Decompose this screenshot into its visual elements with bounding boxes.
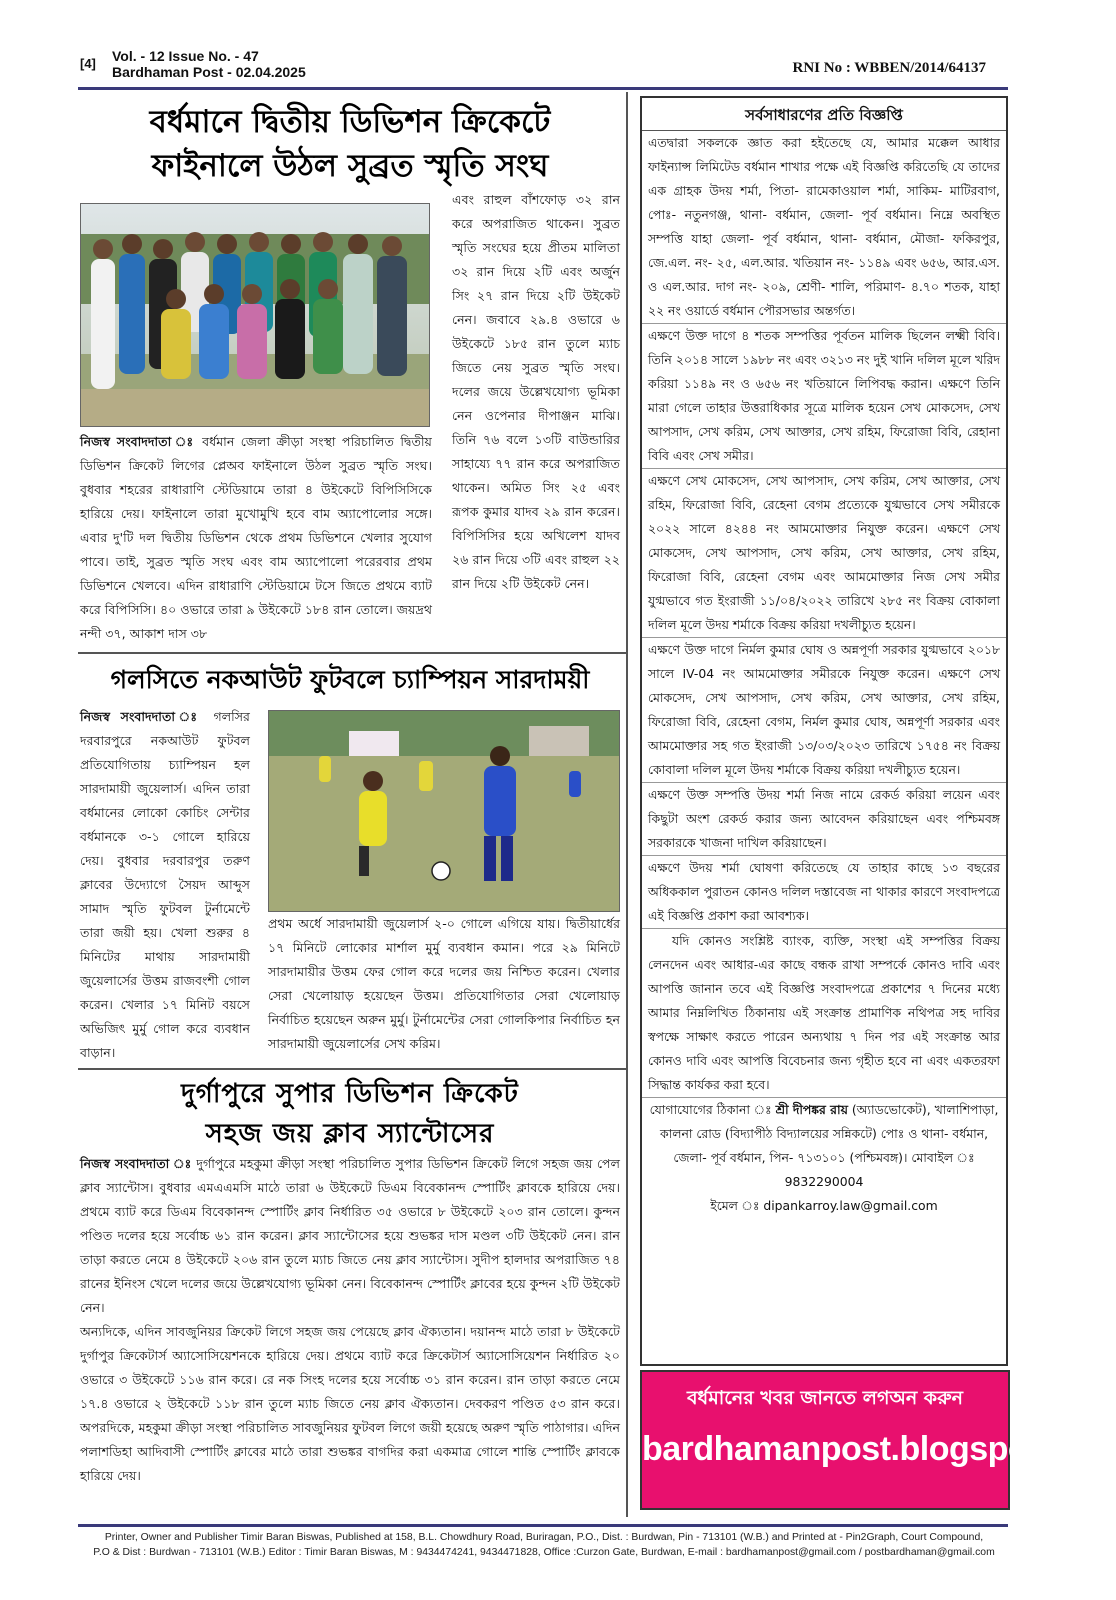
notice-title: সর্বসাধারণের প্রতি বিজ্ঞপ্তি	[642, 98, 1006, 131]
blog-promo-banner	[640, 1370, 1116, 1510]
article2-body-right: প্রথম অর্ধে সারদামায়ী জুয়েলার্স ২-০ গোলে এগিয়ে যায়। দ্বিতীয়ার্ধের ১৭ মিনিটে লোকোর মার্শাল মুর্মু ব্যবধান কমান। পরে ২৯ মিনিটে সারদামায়ীর উত্তম ফের গোল করে দলের জয় নিশ্চিত করেন। খেলার সেরা খেলোয়াড় হয়েছেন উত্তম। প্রতিযোগিতার সেরা খেলোয়াড় নির্বাচিত হয়েছেন অরুন মুর্মু। টুর্নামেন্টের সেরা গোলকিপার নির্বাচিত হন সারদামায়ী জুয়েলার্সের সেখ করিম।	[268, 916, 620, 1051]
article1-headline: বর্ধমানে দ্বিতীয় ডিভিশন ক্রিকেটে ফাইনালে উঠল সুব্রত স্মৃতি সংঘ	[149, 104, 551, 184]
notice-para: এতদ্বারা সকলকে জ্ঞাত করা হইতেছে যে, আমার মক্কেল আধার ফাইন্যান্স লিমিটেড বর্ধমান শাখার পক্ষে এই বিজ্ঞপ্তি করিতেছি যে তাদের এক গ্রাহক উদয় শর্মা, পিতা- রামেকাওয়াল শর্মা, সাকিম- মাটিরবাগ, পোঃ- নতুনগঞ্জ, থানা- বর্ধমান, জেলা- পূর্ব বর্ধমান। নিম্নে অবস্থিত সম্পত্তি যাহা জেলা- পূর্ব বর্ধমান, থানা- বর্ধমান, মৌজা- ফকিরপুর, জে.এল. নং- ২৫, এল.আর. খতিয়ান নং- ১১৪৯ এবং ৬৫৬, আর.এস. ও এল.আর. দাগ নং- ২০৯, শ্রেণী- শালি, পরিমাণ- ৪.৭০ শতক, যাহা ২২ নং ওয়ার্ডে বর্ধমান পৌরসভার অন্তর্গত।	[642, 131, 1006, 324]
article3-headline: দুর্গাপুরে সুপার ডিভিশন ক্রিকেট সহজ জয় ক্লাব স্যান্টোসের	[181, 1079, 519, 1149]
volume-issue: Vol. - 12 Issue No. - 47	[112, 48, 259, 64]
public-notice	[640, 96, 1008, 1366]
paper-date: Bardhaman Post - 02.04.2025	[112, 64, 306, 80]
notice-para: এক্ষণে সেখ মোকসেদ, সেখ আপসাদ, সেখ করিম, সেখ আক্তার, সেখ রহিম, ফিরোজা বিবি, রেহেনা বেগম প্রত্যেকে যুগ্মভাবে সেখ সমীরকে ২০২২ সালে ৪২৪৪ নং আমমোক্তার নিযুক্ত করেন। এক্ষণে সেখ মোকসেদ, সেখ আপসাদ, সেখ করিম, সেখ আক্তার, সেখ রহিম, ফিরোজা বিবি, রেহেনা বেগম এবং আমমোক্তার নিজ সেখ সমীর যুগ্মভাবে গত ইংরাজী ১১/০৪/২০২২ তারিখে ২৮৫ নং বিক্রয় বোকালা দলিল মূলে উদয় শর্মাকে বিক্রয় করিয়া দখলীচ্যুত হয়েন।	[642, 469, 1006, 638]
article2-body-left: নিজস্ব সংবাদদাতা ঃ গলসির দরবারপুরে নকআউট ফুটবল প্রতিযোগিতায় চ্যাম্পিয়ন হল সারদামায়ী জুয়েলার্স। এদিন তারা বর্ধমানের লোকো কোচিং সেন্টার বর্ধমানকে ৩-১ গোলে হারিয়ে দেয়। বুধবার দরবারপুর তরুণ ক্লাবের উদ্যোগে সৈয়দ আব্দুস সামাদ স্মৃতি ফুটবল টুর্নামেন্টে তারা জয়ী হয়। খেলা শুরুর ৪ মিনিটের মাথায় সারদামায়ী জুয়েলার্সের উত্তম রাজবংশী গোল করেন। খেলার ১৭ মিনিট বয়সে অভিজিৎ মুর্মু গোল করে ব্যবধান বাড়ান।	[80, 709, 250, 1060]
cricket-team-photo	[80, 203, 430, 427]
masthead-left	[80, 48, 306, 80]
notice-email: ইমেল ঃ dipankarroy.law@gmail.com	[710, 1198, 938, 1213]
notice-para: যদি কোনও সংশ্লিষ্ট ব্যাংক, ব্যক্তি, সংস্থা এই সম্পত্তির বিক্রয় লেনদেন এবং আধার-এর কাছে বন্ধক রাখা সম্পর্কে কোনও দাবি এবং আপত্তি জানান তবে এই বিজ্ঞপ্তি সংবাদপত্রে প্রকাশের ৭ দিনের মধ্যে আমার নিম্নলিখিত ঠিকানায় এই সংক্রান্ত প্রামাণিক নথিপত্র সহ দাবির স্বপক্ষে সাক্ষাৎ করতে পারেন অন্যথায় ৭ দিন পর এই সংক্রান্ত আর কোনও দাবি এবং আপত্তি বিবেচনার জন্য গৃহীত হবে না এবং একতরফা সিদ্ধান্ত কার্যকর করা হবে।	[642, 929, 1006, 1098]
football-match-photo	[268, 710, 620, 912]
rni-number: RNI No : WBBEN/2014/64137	[792, 60, 986, 76]
notice-para: এক্ষণে উক্ত সম্পত্তি উদয় শর্মা নিজ নামে রেকর্ড করিয়া লয়েন এবং কিছুটা অংশ রেকর্ড করার জন্য আবেদন করিয়াছেন এবং পশ্চিমবঙ্গ সরকারকে খাজনা দাখিল করিয়াছেন।	[642, 783, 1006, 856]
section-divider	[78, 1068, 626, 1070]
article2-headline: গলসিতে নকআউট ফুটবলে চ্যাম্পিয়ন সারদাময়ী	[110, 665, 590, 694]
notice-para: এক্ষণে উক্ত দাগে নির্মল কুমার ঘোষ ও অন্নপূর্ণা সরকার যুগ্মভাবে ২০১৮ সালে IV-04 নং আমমোক্তার সমীরকে নিযুক্ত করেন। এক্ষণে সেখ মোকসেদ, সেখ আপসাদ, সেখ করিম, সেখ আক্তার, সেখ রহিম, ফিরোজা বিবি, রেহেনা বেগম, নির্মল কুমার ঘোষ, অন্নপূর্ণা সরকার এবং আমমোক্তার সহ গত ইংরাজী ১৩/০৩/২০২৩ তারিখে ১৭৫৪ নং বিক্রয় কোবালা দলিল মূলে উদয় শর্মাকে বিক্রয় করিয়া দখলীচ্যুত হয়েন।	[642, 638, 1006, 783]
notice-para: এক্ষণে উদয় শর্মা ঘোষণা করিতেছে যে তাহার কাছে ১৩ বছরের অধিককাল পুরাতন কোনও দলিল দস্তাবেজ না থাকার কারণে সংবাদপত্রে এই বিজ্ঞপ্তি প্রকাশ করা আবশ্যক।	[642, 856, 1006, 929]
header-rule	[78, 87, 1008, 90]
article1-body-right: এবং রাহুল বাঁশফোড় ৩২ রান করে অপরাজিত থাকেন। সুব্রত স্মৃতি সংঘের হয়ে প্রীতম মালিতা ৩২ রান দিয়ে ২টি এবং অর্জুন সিং ২৭ রান দিয়ে ২টি উইকেট নেন। জবাবে ২৯.৪ ওভারে ৬ উইকেটে ১৮৫ রান তুলে ম্যাচ জিতে নেয় সুব্রত স্মৃতি সংঘ। দলের জয়ে উল্লেখযোগ্য ভূমিকা নেন ওপেনার দীপাঞ্জন মাঝি। তিনি ৭৬ বলে ১৩টি বাউন্ডারির সাহায্যে ৭৭ রান করে অপরাজিত থাকেন। অমিত সিং ২৫ এবং রূপক কুমার যাদব ২৯ রান করেন। বিপিসিসির হয়ে অখিলেশ যাদব ২৬ রান দিয়ে ৩টি এবং রাহুল ২২ রান দিয়ে ২টি উইকেট নেন।	[452, 192, 620, 591]
notice-contact: যোগাযোগের ঠিকানা ঃ শ্রী দীপঙ্কর রায় (অ্যাডভোকেট), খালাশিপাড়া, কালনা রোড (বিদ্যাপীঠ বিদ্যালয়ের সন্নিকটে) পোঃ ও থানা- বর্ধমান, জেলা- পূর্ব বর্ধমান, পিন- ৭১৩১০১ (পশ্চিমবঙ্গ)। মোবাইল ঃ 9832290004 ইমেল ঃ dipankarroy.law@gmail.com	[642, 1098, 1006, 1218]
imprint-footer: Printer, Owner and Publisher Timir Baran Biswas, Published at 158, B.L. Chowdhury Road, Buriragan, P.O., Dist. : Burdwan, Pin - 713101 (W.B.) and Printed at - Pin2Graph, Court Compound, P.O & Dist : Burdwan - 713101 (W.B.) Editor : Timir Baran Biswas, M : 9434474241, 9434471828, Office :Curzon Gate, Burdwan, E-mail : bardhamanpost@gmail.com / postbardhaman@gmail.com	[93, 1532, 995, 1558]
article3-body: নিজস্ব সংবাদদাতা ঃ দুর্গাপুরে মহকুমা ক্রীড়া সংস্থা পরিচালিত সুপার ডিভিশন ক্রিকেট লিগে সহজ জয় পেল ক্লাব স্যান্টোস। বুধবার এমএএমসি মাঠে তারা ৬ উইকেটে ডিএম বিবেকানন্দ স্পোর্টিং ক্লাবকে হারিয়ে দেয়। প্রথমে ব্যাট করে ডিএম বিবেকানন্দ স্পোর্টিং ক্লাব নির্ধারিত ৩৫ ওভারে ৮ উইকেটে ২০৩ রান তোলে। কুন্দন পণ্ডিত দলের হয়ে সর্বোচ্চ ৬১ রান করেন। ক্লাব স্যান্টোসের হয়ে শুভঙ্কর দাস মণ্ডল ৩টি উইকেট নেন। রান তাড়া করতে নেমে ৪ উইকেটে ২০৬ রান তুলে ম্যাচ জিতে নেয় ক্লাব স্যান্টোস। সুদীপ হালদার অপরাজিত ৭৪ রানের ইনিংস খেলে দলের জয়ে উল্লেখযোগ্য ভূমিকা নেন। বিবেকানন্দ স্পোর্টিং ক্লাবের হয়ে কুন্দন ২টি উইকেট নেন। অন্যদিকে, এদিন সাবজুনিয়র ক্রিকেট লিগে সহজ জয় পেয়েছে ক্লাব ঐক্যতান। দয়ানন্দ মাঠে তারা ৮ উইকেটে দুর্গাপুর ক্রিকেটার্স অ্যাসোসিয়েশনকে হারিয়ে দেয়। প্রথমে ব্যাট করে ক্রিকেটার্স অ্যাসোসিয়েশন নির্ধারিত ২০ ওভারে ৩ উইকেটে ১১৬ রান করে। রে নক সিংহ দলের হয়ে সর্বোচ্চ ৩১ রান করেন। রান তাড়া করতে নেমে ১৭.৪ ওভারে ২ উইকেটে ১১৮ রান তুলে ম্যাচ জিতে নেয় ক্লাব ঐক্যতান। দেবকরণ পণ্ডিত ৫৩ রান করে। অপরদিকে, মহকুমা ক্রীড়া সংস্থা পরিচালিত সাবজুনিয়র ফুটবল লিগে জয়ী হয়েছে অরুণ স্মৃতি পাঠাগার। এদিন পলাশডিহা আদিবাসী স্পোর্টিং ক্লাবের মাঠে তারা শুভঙ্কর বাগদির করা একমাত্র গোলে শান্তি স্পোর্টিং ক্লাবকে হারিয়ে দেয়।	[80, 1156, 621, 1483]
footer-rule	[78, 1524, 1008, 1527]
promo-url[interactable]: bardhamanpost.blogspot.com	[642, 1430, 1116, 1468]
promo-tagline: বর্ধমানের খবর জানতে লগঅন করুন	[686, 1387, 964, 1409]
section-divider	[78, 652, 626, 654]
column-divider	[626, 92, 628, 1517]
article1-body-left: নিজস্ব সংবাদদাতা ঃ বর্ধমান জেলা ক্রীড়া সংস্থা পরিচালিত দ্বিতীয় ডিভিশন ক্রিকেট লিগের প্লেঅব ফাইনালে উঠল সুব্রত স্মৃতি সংঘ। বুধবার শহরের রাধারাণি স্টেডিয়ামে তারা ৪ উইকেটে বিপিসিসিকে হারিয়ে দেয়। ফাইনালে তারা মুখোমুখি হবে বাম অ্যাপোলোর সঙ্গে। এবার দু'টি দল দ্বিতীয় ডিভিশন থেকে প্রথম ডিভিশনে খেলার সুযোগ পাবে। তাই, সুব্রত স্মৃতি সংঘ এবং বাম অ্যাপোলো পরেরবার প্রথম ডিভিশনে খেলবে। এদিন রাধারাণি স্টেডিয়ামে টসে জিতে প্রথমে ব্যাট করে বিপিসিসি। ৪০ ওভারে তারা ৯ উইকেটে ১৮৪ রান তোলে। জয়দ্রথ নন্দী ৩৭, আকাশ দাস ৩৮	[80, 434, 432, 641]
notice-para: এক্ষণে উক্ত দাগে ৪ শতক সম্পত্তির পূর্বতন মালিক ছিলেন লক্ষ্মী বিবি। তিনি ২০১৪ সালে ১৯৮৮ নং এবং ৩২১৩ নং দুই খানি দলিল মূলে খরিদ করিয়া ১১৪৯ নং ও ৬৫৬ নং খতিয়ানে লিপিবদ্ধ করান। এক্ষণে তিনি মারা গেলে তাহার উত্তরাধিকার সূত্রে মালিক হয়েন সেখ মোকসেদ, সেখ আপসাদ, সেখ করিম, সেখ আক্তার, সেখ রহিম, ফিরোজা বিবি, রেহানা বিবি এবং সেখ সমীর।	[642, 324, 1006, 469]
page-number: [4]	[80, 56, 96, 71]
